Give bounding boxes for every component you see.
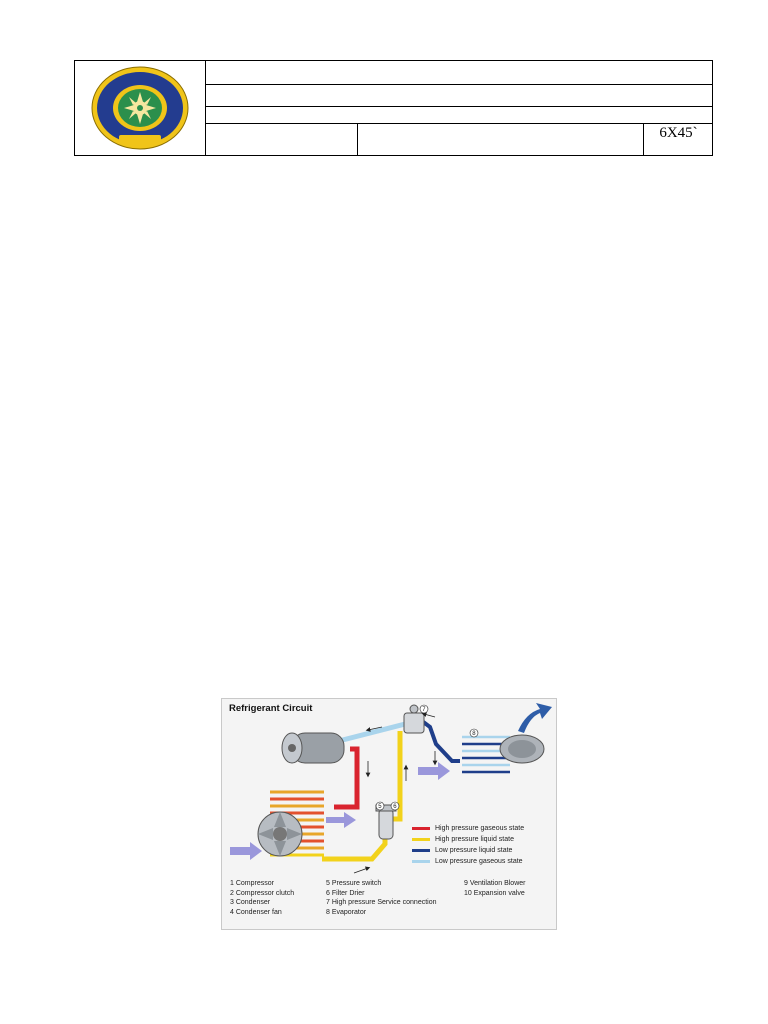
callout-6: 6 [393,804,397,811]
parts-list-col-2 [326,879,437,917]
compressor [282,733,344,763]
legend-swatch-high-gas [412,827,430,830]
header-table [74,60,713,156]
part-item: 9 Ventilation Blower [464,880,526,887]
legend-swatch-low-liquid [412,849,430,852]
legend-label: High pressure liquid state [435,836,514,843]
callout-8: 8 [472,731,476,738]
legend-swatch-low-gas [412,860,430,863]
header-row-line-1 [205,84,712,85]
legend-label: Low pressure gaseous state [435,858,523,865]
logo-cell [75,61,206,155]
airflow-arrow-mid [326,812,356,828]
parts-list-col-3 [464,879,525,898]
legend-item [412,834,524,845]
part-item: 1 Compressor [230,880,274,887]
legend-label: High pressure gaseous state [435,825,525,832]
legend-label: Low pressure liquid state [435,847,513,854]
part-item: 5 Pressure switch [326,880,382,887]
duration-cell: 6X45` [659,125,698,141]
legend-item [412,823,524,834]
part-item: 3 Condenser [230,899,271,907]
part-item: 6 Filter Drier [326,889,365,897]
header-col-line-2 [643,123,644,155]
callout-7: 7 [422,707,426,714]
blower-arrow [518,703,552,733]
airflow-arrow-left [230,842,262,860]
header-row-line-2 [205,106,712,107]
parts-list-col-1 [230,879,294,917]
ventilation-blower [500,735,544,763]
figure-title: Refrigerant Circuit [229,703,313,714]
part-item: 7 High pressure Service connection [326,899,437,907]
legend [412,823,524,867]
part-item: 10 Expansion valve [464,889,525,897]
part-item: 2 Compressor clutch [230,889,295,897]
condenser-fan [258,812,302,856]
header-row-line-3 [205,123,712,124]
header-col-line-1 [357,123,358,155]
legend-swatch-high-liquid [412,838,430,841]
school-logo [89,65,191,151]
part-item: 8 Evaporator [326,908,367,916]
line-low-liquid [422,721,460,761]
refrigerant-circuit-figure [221,698,557,930]
part-item: 4 Condenser fan [230,908,282,916]
legend-item [412,845,524,856]
callout-5: 5 [378,804,382,811]
legend-item [412,856,524,867]
airflow-arrow-right [418,762,450,780]
